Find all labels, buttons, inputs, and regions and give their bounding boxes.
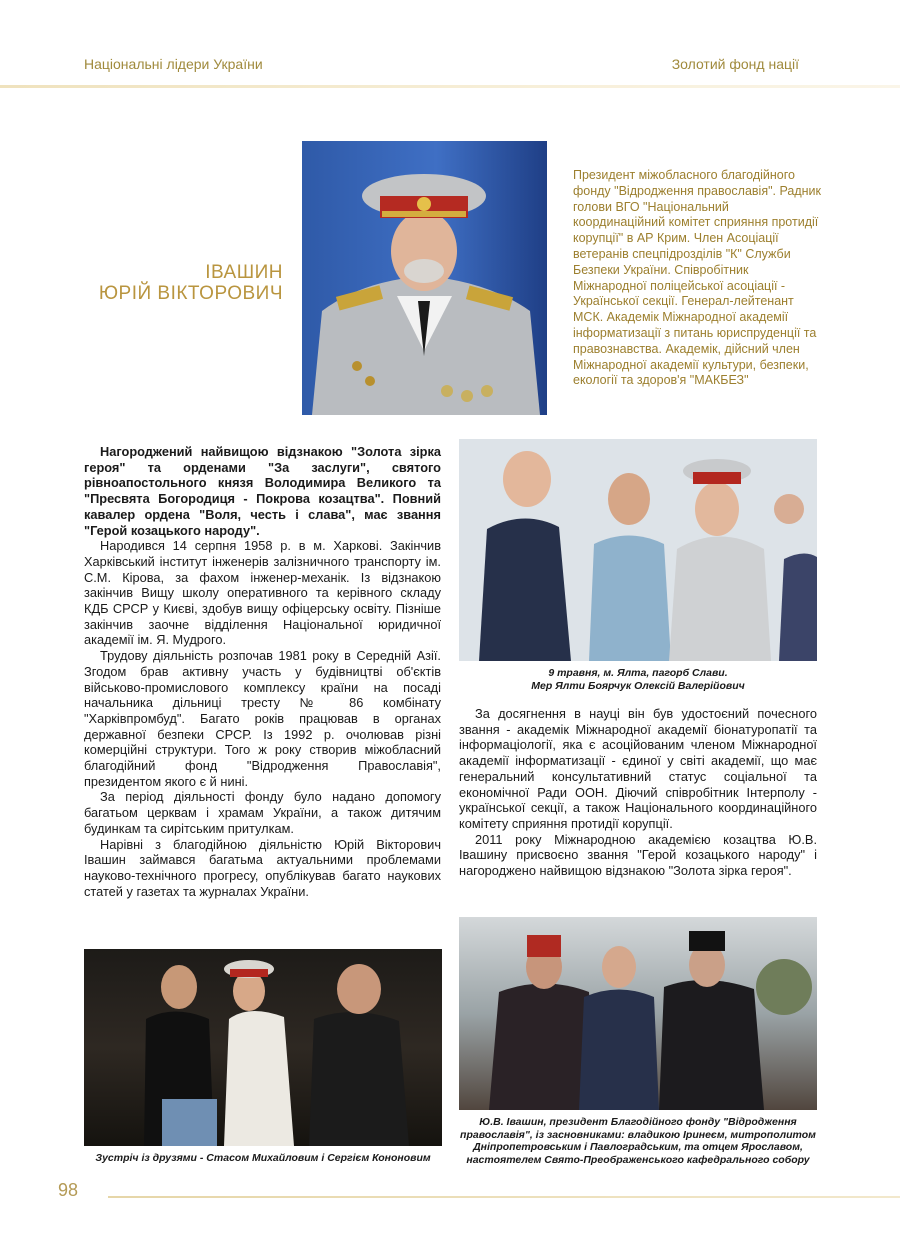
yalta-photo [459, 439, 817, 661]
awards-paragraph: Нагороджений найвищою відзнакою "Золота зірка героя" та орденами "За заслуги", святого рівноапостольного князя Володимира Великого та "Пресвята Богородиця - Покрова козацтва". Повний кавалер ордена "Воля, честь і слава", має звання "Герой козацького народу". [84, 444, 441, 538]
footer-divider [108, 1196, 900, 1198]
friends-photo [84, 949, 442, 1146]
person-surname: ІВАШИН [205, 262, 283, 283]
page-number: 98 [58, 1180, 79, 1200]
right-text-column [459, 706, 817, 879]
header-divider [0, 85, 900, 88]
running-header-right: Золотий фонд нації [671, 56, 799, 72]
yalta-caption-line-1: 9 травня, м. Ялта, пагорб Слави. [548, 667, 728, 679]
person-given-names: ЮРІЙ ВІКТОРОВИЧ [98, 283, 283, 304]
clergy-photo [459, 917, 817, 1110]
yalta-caption-line-2: Мер Ялти Боярчук Олексій Валерійович [531, 679, 745, 692]
portrait-photo [302, 141, 547, 415]
clergy-photo-caption: Ю.В. Івашин, президент Благодійного фонду "Відродження православія", із засновниками: владикою Іринеєм, митрополитом Дніпропетровським і Павлоградським, та отцем Ярославом, настоятелем Свято-Преображенського кафедрального собору [460, 1116, 816, 1166]
career-paragraph: Трудову діяльність розпочав 1981 року в Середній Азії. Згодом брав активну участь у будівництві об'єктів військово-промислового комплексу країни на посаді начальника дільниці тресту № 86 комбінату "Харківпромбуд". Багато років працював в органах державної безпеки СРСР. Із 1992 р. очолював різні комерційні структури. Того ж року створив міжобласний благодійний фонд "Відродження Православія", президентом якого є й нині. [84, 648, 441, 789]
biography-paragraph: Народився 14 серпня 1958 р. в м. Харкові. Закінчив Харківський інститут інженерів залізничного транспорту ім. С.М. Кірова, за фахом інженер-механік. Із відзнакою закінчив Вищу школу оперативного та керівного складу КДБ СРСР у Києві, здобув вищу офіцерську освіту. Пізніше закінчив заочне відділення Національної юридичної академії ім. Я. Мудрого. [84, 538, 441, 648]
left-text-column [84, 444, 441, 899]
academy-paragraph: За досягнення в науці він був удостоєний почесного звання - академік Міжнародної академії біонатуропатії та інформаціології, яка є асоційованим членом Міжнародної академії інформатизації - єдиної у світі академії, що має генеральний консультативний статус соціальної та економічної Ради ООН. Діючий співробітник Інтерполу - української секції, а також Національного координаційного комітету сприяння протидії корупції. [459, 706, 817, 831]
hero-title-paragraph: 2011 року Міжнародною академією козацтва Ю.В. Івашину присвоєно звання "Герой козацького народу" і нагороджено найвищою відзнакою "Золота зірка героя". [459, 831, 817, 879]
person-name [99, 262, 283, 304]
friends-photo-caption: Зустріч із друзями - Стасом Михайловим і Сергієм Кононовим [95, 1152, 431, 1164]
person-bio: Президент міжобласного благодійного фонду "Відродження православія". Радник голови ВГО "Національний координаційний комітет сприяння протидії корупції" в АР Крим. Член Асоціації ветеранів спецпідрозділів "К" Служби Безпеки України. Співробітник Міжнародної поліцейської асоціації - Української секції. Генерал-лейтенант МСК. Академік Міжнародної академії інформатизації з питань юриспруденції та правознавства. Академік, дійсний член Міжнародної академії культури, безпеки, екології та здоров'я "МАКБЕЗ" [573, 168, 821, 388]
charity-paragraph: За період діяльності фонду було надано допомогу багатьом церквам і храмам України, а також дитячим будинкам та сирітським притулкам. [84, 789, 441, 836]
yalta-photo-caption [459, 667, 817, 692]
running-header-left: Національні лідери України [84, 56, 263, 72]
science-paragraph: Нарівні з благодійною діяльністю Юрій Вікторович Івашин займався багатьма актуальними проблемами науково-технічного прогресу, опублікував багато наукових статей у газетах та журналах України. [84, 836, 441, 899]
